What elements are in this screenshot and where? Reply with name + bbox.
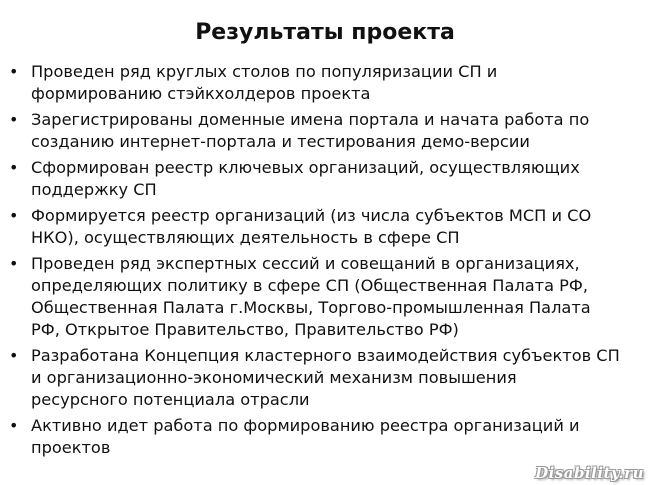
list-item-line: Сформирован реестр ключевых организаций, осуществляющих <box>31 158 580 177</box>
list-item-line: определяющих политику в сфере СП (Общественная Палата РФ, <box>31 276 589 295</box>
list-item-line: ресурсного потенциала отрасли <box>31 390 310 409</box>
list-item <box>0 205 650 249</box>
slide-title: Результаты проекта <box>195 20 455 45</box>
list-item-line: РФ, Открытое Правительство, Правительство РФ) <box>31 320 459 339</box>
bullet-icon: • <box>9 206 19 225</box>
list-item-line: формированию стэйкхолдеров проекта <box>31 84 371 103</box>
list-item-line: поддержку СП <box>31 180 157 199</box>
list-item-line: проектов <box>31 438 111 457</box>
list-item <box>0 61 650 105</box>
bullet-icon: • <box>9 254 19 273</box>
list-item <box>0 415 650 459</box>
bullet-icon: • <box>9 62 19 81</box>
watermark-logo: Disability.ru <box>535 464 644 482</box>
list-item-line: Разработана Концепция кластерного взаимодействия субъектов СП <box>31 346 620 365</box>
list-item <box>0 109 650 153</box>
list-item-line: Проведен ряд круглых столов по популяризации СП и <box>31 62 498 81</box>
bullet-icon: • <box>9 416 19 435</box>
results-list <box>0 61 650 463</box>
list-item <box>0 253 650 341</box>
list-item-line: и организационно-экономический механизм повышения <box>31 368 517 387</box>
list-item-line: созданию интернет-портала и тестирования демо-версии <box>31 132 530 151</box>
list-item <box>0 345 650 411</box>
list-item-line: Проведен ряд экспертных сессий и совещаний в организациях, <box>31 254 580 273</box>
list-item-line: Активно идет работа по формированию реестра организаций и <box>31 416 580 435</box>
list-item-line: Общественная Палата г.Москвы, Торгово-промышленная Палата <box>31 298 591 317</box>
list-item-line: Зарегистрированы доменные имена портала и начата работа по <box>31 110 590 129</box>
list-item-line: Формируется реестр организаций (из числа субъектов МСП и СО <box>31 206 592 225</box>
bullet-icon: • <box>9 110 19 129</box>
bullet-icon: • <box>9 158 19 177</box>
bullet-icon: • <box>9 346 19 365</box>
list-item <box>0 157 650 201</box>
list-item-line: НКО), осуществляющих деятельность в сфере СП <box>31 228 460 247</box>
